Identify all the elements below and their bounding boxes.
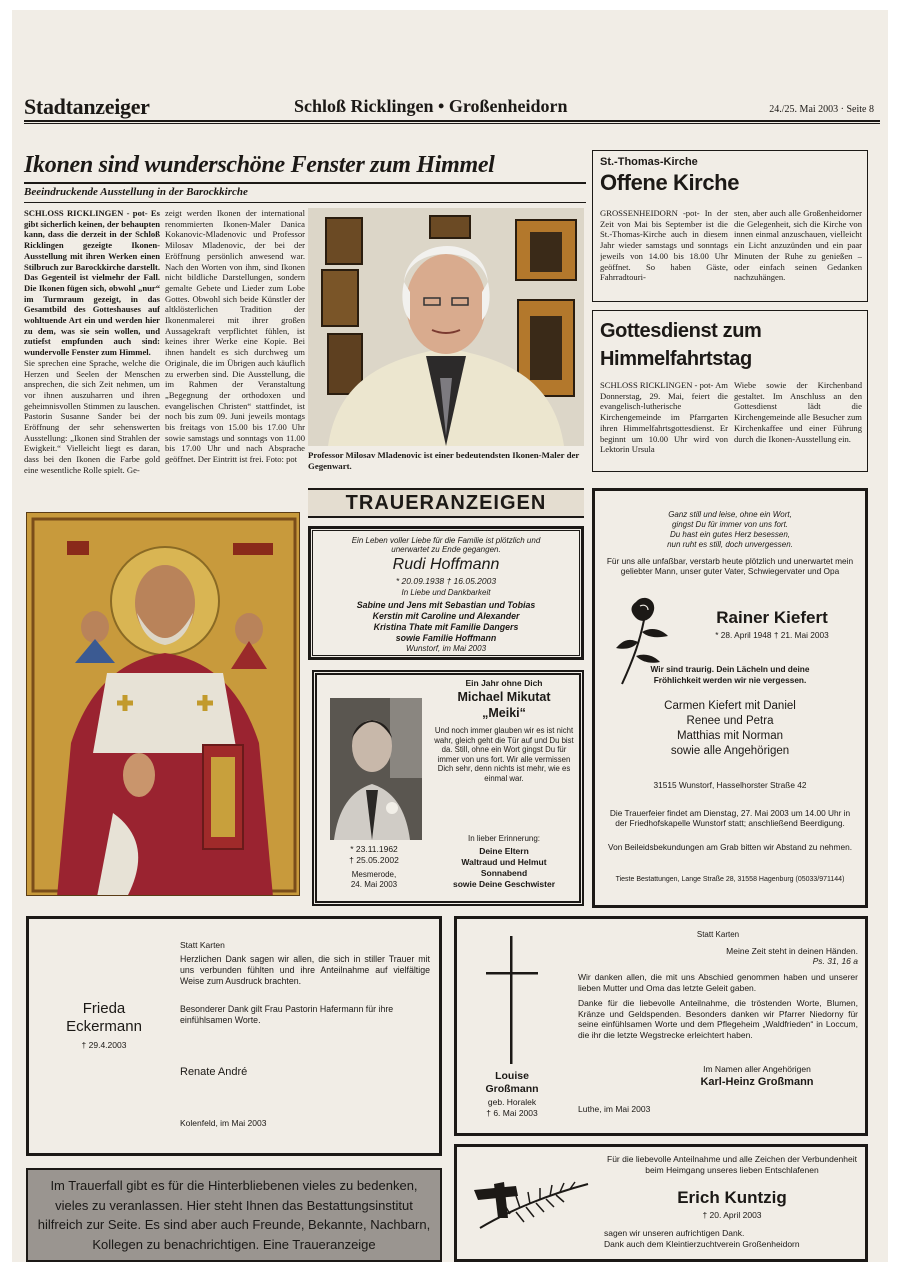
kiefert-family-2: Renee und Petra bbox=[686, 715, 774, 727]
kiefert-sad-2: Fröhlichkeit werden wir nie vergessen. bbox=[653, 675, 807, 685]
grossmann-date: † 6. Mai 2003 bbox=[486, 1108, 538, 1118]
grossmann-born: geb. Horalek bbox=[487, 1097, 537, 1107]
article-body-2: zeigt werden Ikonen der international renommierten Ikonen-Maler Danica Kokanovic-Mladenovic und Professor Milosav Mladenovic, der bei der Eröffnung persönlich anwesend war. Nach den Worten von ihm, sind Ikonen nicht bildliche Darstellungen, sondern gemalte Gebete und Lieder zum Lobe Gottes. Obwohl sich beide Künstler der altklösterlichen Tradition der Ikonenmalerei mit ihrer großen Aussagekraft verpflichtet fühlen, ist keines ihrer Werke eine Kopie. Bei ihnen handelt es sich durchweg um Originale, die im Übrigen auch käuflich zu erwerben sind. Die Ausstellung, die im Rahmen der Veranstaltung „Begegnung der orthodoxen und evangelischen Christen“ stattfindet, ist noch bis zum 09. Juni jeweils montags bis freitags von 15.00 bis 17.00 Uhr sowie samstags und sonntags von 11.00 bis 17.00 Uhr und nach Absprache geöffnet. Der Eintritt ist frei. Foto: pot bbox=[165, 208, 305, 465]
grossmann-verse: Meine Zeit steht in deinen Händen. bbox=[726, 946, 858, 956]
cross-icon bbox=[486, 936, 538, 1064]
kirche-text-1: GROSSENHEIDORN -pot- In der Zeit von Mai bis September ist die St.-Thomas-Kirche auch in diesem Jahr wieder samstags und sonntags jeweils von 14.00 bis 18.00 Uhr geöffnet. So haben Gäste, Fahrradtouri- bbox=[600, 208, 728, 283]
kiefert-family-1: Carmen Kiefert mit Daniel bbox=[664, 700, 796, 712]
kiefert-name: Rainer Kiefert bbox=[716, 608, 828, 627]
headline-rule bbox=[24, 182, 586, 184]
rudi-family-3: Kristina Thate mit Familie Dangers bbox=[373, 622, 519, 632]
eckermann-place: Kolenfeld, im Mai 2003 bbox=[180, 1118, 267, 1128]
rudi-dates: * 20.09.1938 † 16.05.2003 bbox=[395, 576, 497, 586]
traueranzeigen-title: TRAUERANZEIGEN bbox=[345, 492, 547, 514]
newspaper-page bbox=[12, 10, 888, 1262]
mikutat-memory: In lieber Erinnerung: bbox=[467, 834, 541, 843]
header-rule-thin bbox=[24, 123, 880, 124]
kiefert-grave-note: Von Beileidsbekundungen am Grab bitten wir Abstand zu nehmen. bbox=[608, 842, 852, 852]
saint-icon-painting bbox=[26, 512, 300, 896]
section-title: Stadtanzeiger bbox=[24, 94, 150, 119]
kuntzig-date: † 20. April 2003 bbox=[702, 1210, 762, 1220]
mikutat-signer-3: Sonnabend bbox=[480, 868, 528, 878]
mikutat-signer-1: Deine Eltern bbox=[479, 846, 529, 856]
kiefert-dates: * 28. April 1948 † 21. Mai 2003 bbox=[715, 630, 829, 640]
kiefert-poem-1: Ganz still und leise, ohne ein Wort, bbox=[668, 510, 792, 519]
rudi-place: Wunstorf, im Mai 2003 bbox=[405, 644, 487, 653]
kirche-text-2: sten, aber auch alle Großenheidorner die Gelegenheit, sich die Kirche von innen einmal anzuschauen, vielleicht ein Licht anzuzünden und ein paar Minuten der Ruhe zu genießen – oder einfach seinen Gedanken nachzuhängen. bbox=[734, 208, 862, 283]
rudi-name: Rudi Hoffmann bbox=[392, 556, 500, 573]
rudi-family-2: Kerstin mit Caroline und Alexander bbox=[372, 611, 520, 621]
rudi-motto-2: unerwartet zu Ende gegangen. bbox=[391, 545, 501, 554]
eckermann-text-1: Herzlichen Dank sagen wir allen, die sich in stiller Trauer mit uns verbunden fühlten und ihre Anteilnahme auf vielfältige Weise zum Ausdruck brachten. bbox=[180, 954, 430, 986]
article-column-2 bbox=[165, 208, 305, 504]
mikutat-kicker: Ein Jahr ohne Dich bbox=[465, 678, 543, 688]
kirche-kicker: St.-Thomas-Kirche bbox=[600, 156, 698, 168]
eckermann-text-2: Besonderer Dank gilt Frau Pastorin Hafermann für ihre einfühlsamen Worte. bbox=[180, 1004, 394, 1025]
kiefert-family-4: sowie alle Angehörigen bbox=[670, 745, 790, 757]
mikutat-born: * 23.11.1962 bbox=[350, 844, 398, 854]
issue-date-page: 24./25. Mai 2003 · Seite 8 bbox=[769, 104, 874, 115]
mikutat-date: 24. Mai 2003 bbox=[350, 880, 398, 889]
mikutat-photo bbox=[330, 698, 422, 840]
eckermann-first-name: Frieda bbox=[82, 1000, 126, 1017]
gottesdienst-text-1: SCHLOSS RICKLINGEN - pot- Am Donnerstag, 29. Mai, feiert die evangelisch-lutherische Kirchengemeinde im Pfarrgarten ihren Himmelfahrtsgottesdienst. Er beginnt um 10.00 Uhr wird von Lektorin Ursula bbox=[600, 380, 728, 455]
mikutat-died: † 25.05.2002 bbox=[349, 855, 399, 865]
professor-photo bbox=[308, 208, 584, 446]
mikutat-poem: Und noch immer glauben wir es ist nicht wahr, gleich geht die Tür auf und Du bist da. Still, ohne ein Wort gingst Du für immer von uns fort. Wir alle vermissen Dich sehr, denn nichts ist mehr, wie es einmal war. bbox=[434, 726, 574, 783]
rudi-family-4: sowie Familie Hoffmann bbox=[395, 633, 497, 643]
kiefert-poem-3: Du hast ein gutes Herz besessen, bbox=[669, 530, 791, 539]
article-lead: SCHLOSS RICKLINGEN - pot- Es gibt sicherlich keinen, der behaupten kann, dass die derzeit in der Schloß Ricklingen gezeigte Ikonen-Ausstellung mit ihren Werken einen Stilbruch zur Barockkirche darstellt. Das Gegenteil ist vielmehr der Fall. Die Ikonen fügen sich, obwohl „nur“ im Turmraum gezeigt, in das Gesamtbild des Gotteshauses auf wohltuende Art ein und werden hier zu dem, was sie sein wollen, und zutiefst empfunden auch sind: wundervolle Fenster zum Himmel. bbox=[24, 208, 160, 358]
bestattung-info-text: Im Trauerfall gibt es für die Hinterbliebenen vieles zu bedenken, vieles zu veranlassen. Hier steht Ihnen das Bestattungsinstitut hilfreich zur Seite. Es sind aber auch Freunde, Bekannte, Nachbarn, Kollegen zu benachrichtigen. Eine Traueranzeige bbox=[37, 1178, 431, 1252]
grossmann-place: Luthe, im Mai 2003 bbox=[578, 1104, 651, 1114]
mikutat-name: Michael Mikutat bbox=[457, 690, 551, 704]
grossmann-family: Im Namen aller Angehörigen bbox=[703, 1064, 811, 1074]
header-rule bbox=[24, 120, 880, 122]
rudi-intro: In Liebe und Dankbarkeit bbox=[401, 588, 491, 597]
article-subhead: Beeindruckende Ausstellung in der Barockkirche bbox=[24, 186, 248, 198]
grossmann-text-2: Danke für die liebevolle Anteilnahme, die tröstenden Worte, Blumen, Kränze und Geldspenden. Besonders danken wir Pfarrer Niedorny für seine einfühlsamen Worte und dem Pflegeheim „Waldfrieden“ in Loccum, die ihr die letzte Wegstrecke erleichtert haben. bbox=[578, 998, 858, 1040]
mikutat-signer-4: sowie Deine Geschwister bbox=[452, 879, 556, 889]
kiefert-family-3: Matthias mit Norman bbox=[676, 730, 784, 742]
kiefert-address: 31515 Wunstorf, Hasselhorster Straße 42 bbox=[653, 780, 807, 790]
mikutat-place: Mesmerode, bbox=[351, 870, 397, 879]
edition-title: Schloß Ricklingen • Großenheidorn bbox=[294, 96, 568, 116]
eckermann-last-name: Eckermann bbox=[66, 1018, 142, 1035]
kiefert-undertaker: Tieste Bestattungen, Lange Straße 28, 31558 Hagenburg (05033/971144) bbox=[615, 876, 845, 883]
mikutat-signer-2: Waltraud und Helmut bbox=[461, 857, 547, 867]
kiefert-sad-1: Wir sind traurig. Dein Lächeln und deine bbox=[650, 664, 810, 674]
article-column-1 bbox=[24, 208, 160, 504]
article-headline: Ikonen sind wunderschöne Fenster zum Himmel bbox=[24, 152, 495, 178]
eckermann-signer: Renate André bbox=[180, 1066, 248, 1078]
grossmann-verse-ref: Ps. 31, 16 a bbox=[812, 956, 858, 966]
gottesdienst-text-2: Wiebe sowie der Kirchenband gestaltet. Im Anschluss an den Gottesdienst lädt die Kirchengemeinde alle Besucher zum Kirchenkaffee und einer Führung durch die Ikonen-Ausstellung ein. bbox=[734, 380, 862, 444]
subhead-rule bbox=[24, 202, 586, 203]
eckermann-kicker: Statt Karten bbox=[180, 940, 225, 950]
kuntzig-name: Erich Kuntzig bbox=[677, 1188, 787, 1207]
grossmann-last-name: Großmann bbox=[485, 1083, 539, 1095]
article-body-1: Sie sprechen eine Sprache, welche die Herzen und Seelen der Menschen ansprechen, die sich Zeit nehmen, um vor ihnen auszuharren und ihren geheimnisvollen Stimmen zu lauschen. Pastorin Susanne Sander bei der Eröffnung der sehr sehenswerten Ausstellung: „Ikonen sind Strahlen der Ewigkeit.“ Vielleicht liegt es daran, dass bei den Ikonen die Farbe gold eine wesentliche Rolle spielt. Ge- bbox=[24, 357, 160, 475]
rudi-motto-1: Ein Leben voller Liebe für die Familie ist plötzlich und bbox=[351, 536, 541, 545]
kuntzig-text-1: Für die liebevolle Anteilnahme und alle Zeichen der Verbundenheit beim Heimgang unseres lieben Entschlafenen bbox=[607, 1154, 857, 1175]
kiefert-funeral: Die Trauerfeier findet am Dienstag, 27. Mai 2003 um 14.00 Uhr in der Friedhofskapelle Wunstorf statt; anschließend Beerdigung. bbox=[609, 808, 851, 828]
grossmann-kicker: Statt Karten bbox=[696, 930, 740, 939]
gottesdienst-title-1: Gottesdienst zum bbox=[600, 320, 762, 342]
kuntzig-text-3: Dank auch dem Kleintierzuchtverein Großenheidorn bbox=[604, 1239, 800, 1249]
grossmann-text-1: Wir danken allen, die mit uns Abschied genommen haben und unserer lieben Mutter und Oma das letzte Geleit gaben. bbox=[578, 972, 858, 993]
grossmann-signer: Karl-Heinz Großmann bbox=[700, 1076, 814, 1088]
kiefert-intro: Für uns alle unfaßbar, verstarb heute plötzlich und unerwartet mein geliebter Mann, unser guter Vater, Schwiegervater und Opa bbox=[606, 556, 854, 576]
eckermann-date: † 29.4.2003 bbox=[81, 1040, 127, 1050]
photo-caption: Professor Milosav Mladenovic ist einer bedeutendsten Ikonen-Maler der Gegenwart. bbox=[308, 450, 580, 471]
gottesdienst-title-2: Himmelfahrtstag bbox=[600, 348, 752, 370]
grossmann-first-name: Louise bbox=[495, 1070, 529, 1082]
rudi-family-1: Sabine und Jens mit Sebastian und Tobias bbox=[356, 600, 536, 610]
kuntzig-text-2: sagen wir unseren aufrichtigen Dank. bbox=[604, 1228, 745, 1238]
mikutat-nickname: „Meiki“ bbox=[482, 706, 526, 720]
kiefert-poem-4: nun ruht es still, doch unvergessen. bbox=[667, 540, 793, 549]
kirche-title: Offene Kirche bbox=[600, 170, 740, 195]
cross-palm-icon bbox=[470, 1178, 594, 1234]
kiefert-poem-2: gingst Du für immer von uns fort. bbox=[671, 520, 789, 529]
